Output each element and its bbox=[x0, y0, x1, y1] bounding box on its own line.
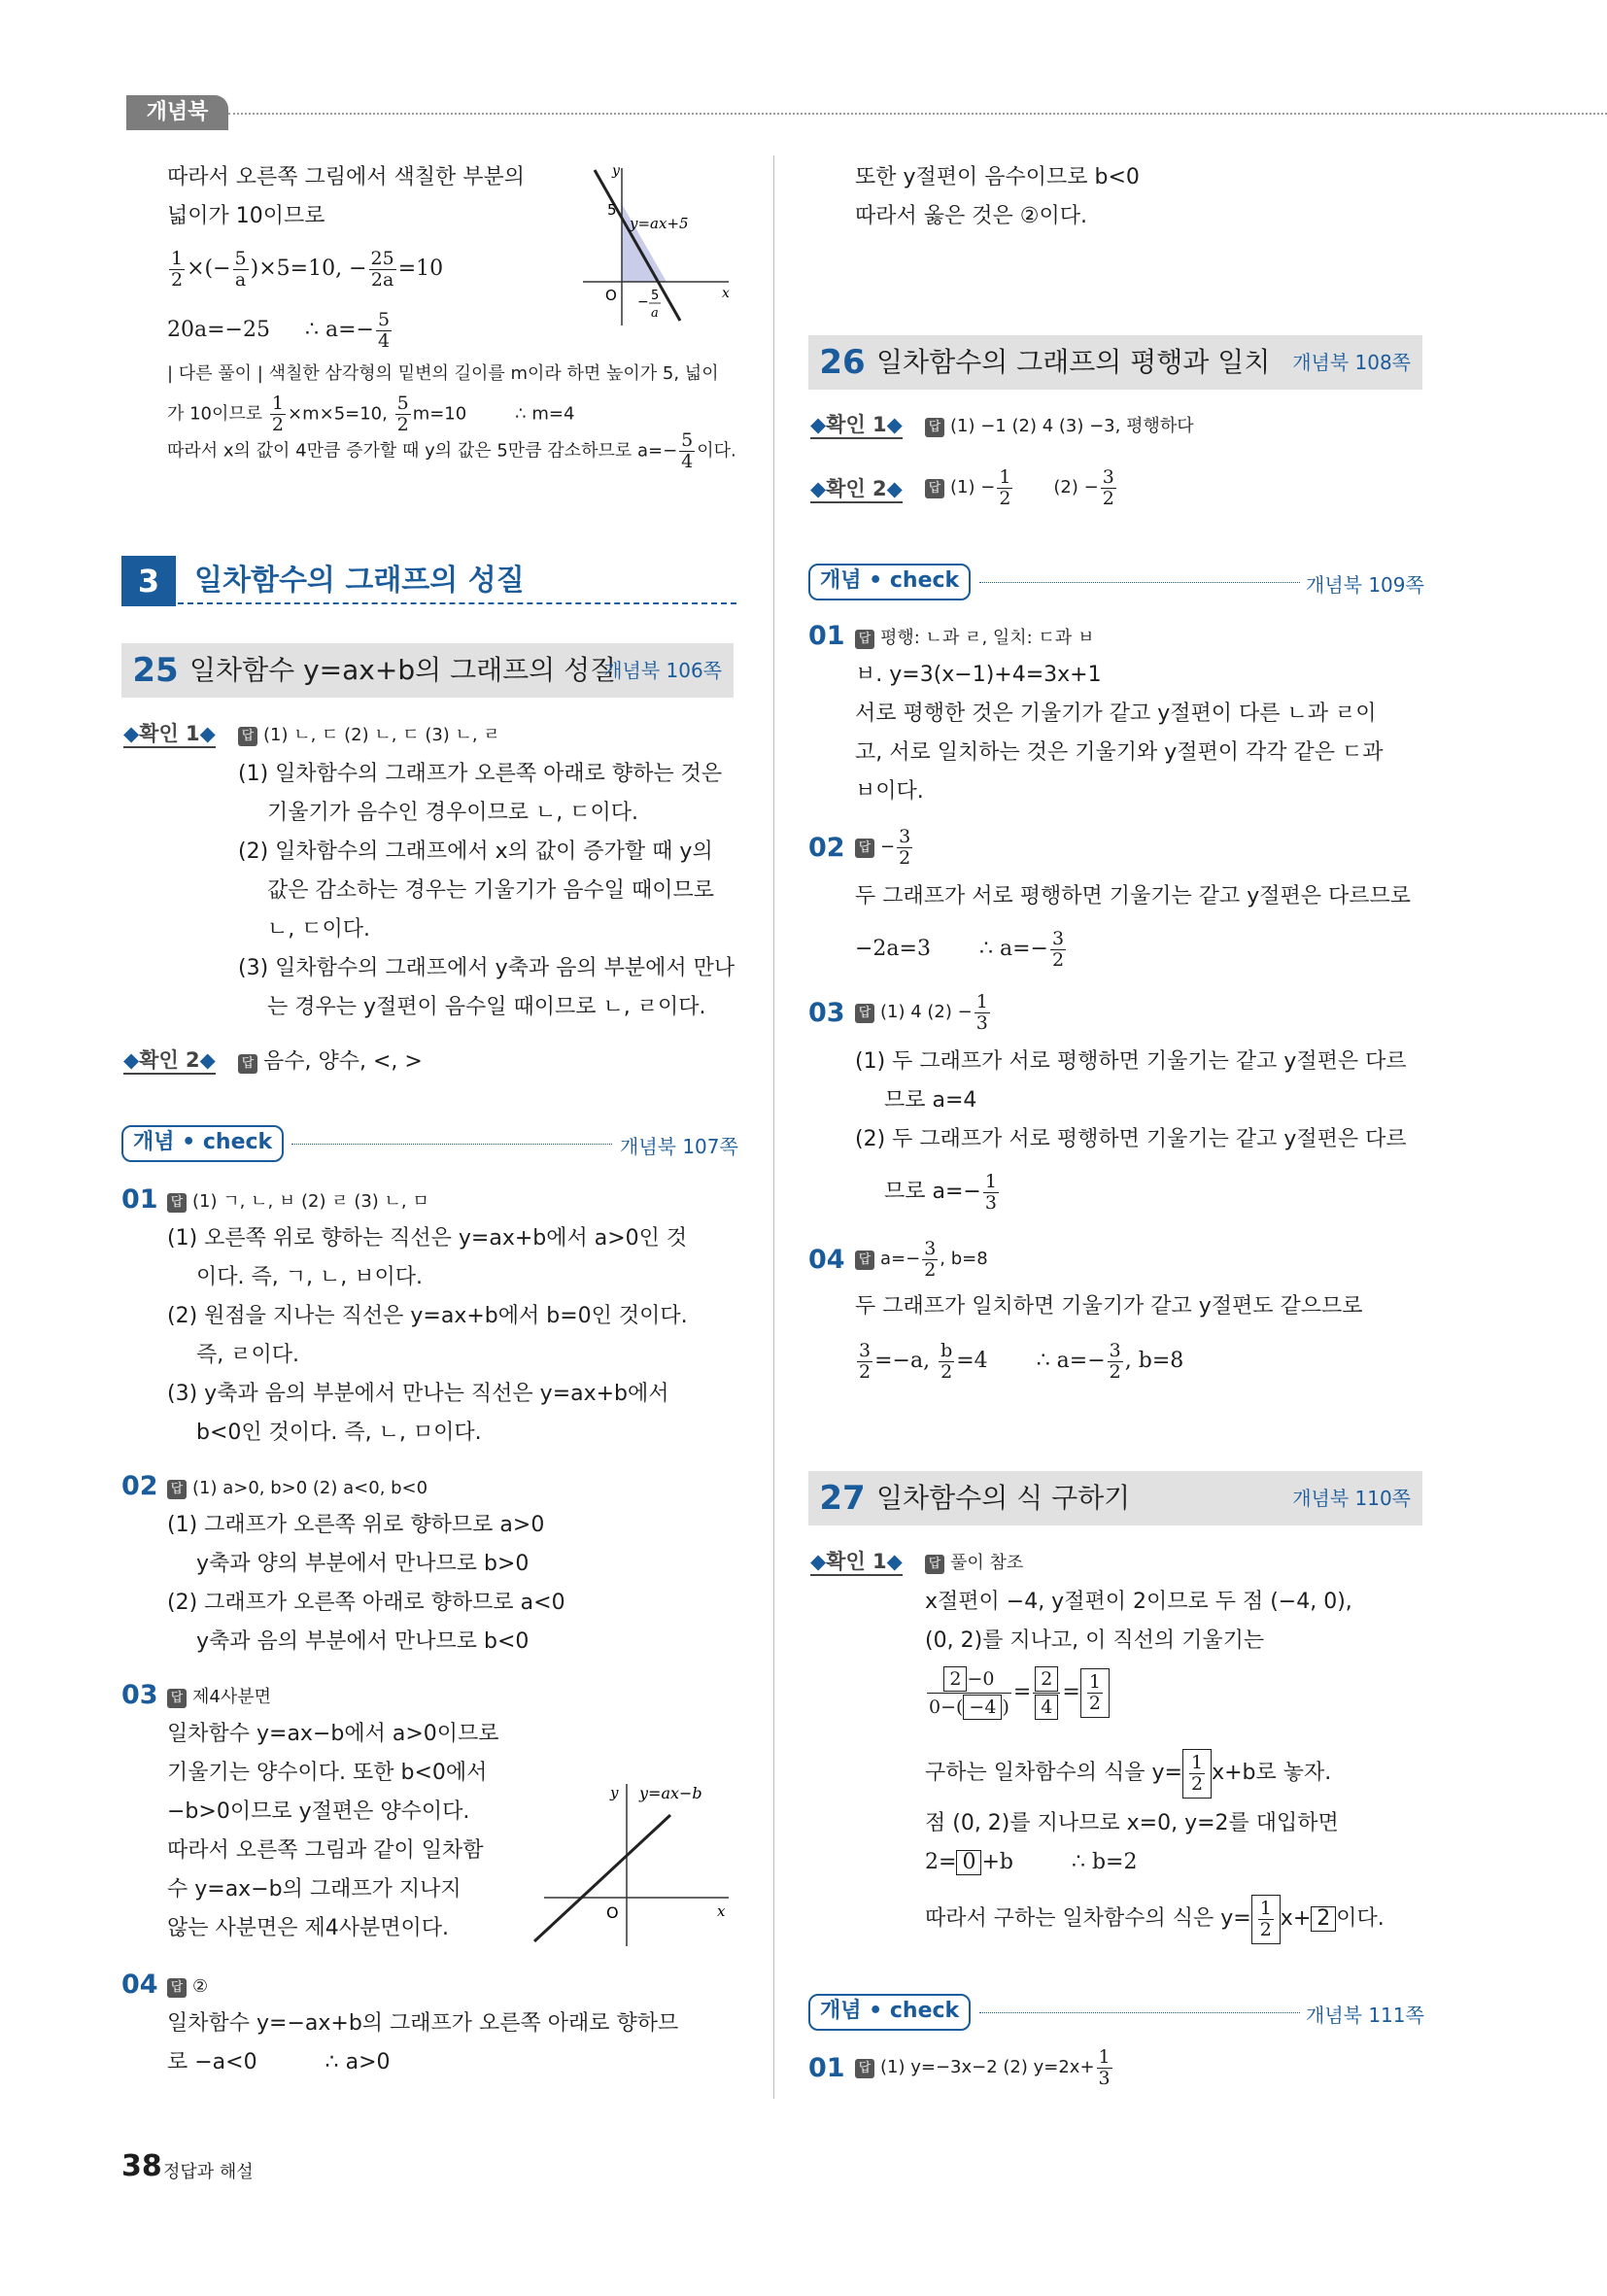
problem-number: 02 bbox=[808, 833, 845, 863]
r-p04-line-1: 두 그래프가 일치하면 기울기가 같고 y절편도 같으므로 bbox=[855, 1294, 1363, 1319]
p04-line-2: 로 −a<0 ∴ a>0 bbox=[167, 2050, 391, 2074]
answer-tag-icon: 답 bbox=[167, 1978, 187, 1998]
p01-line-5: (3) y축과 음의 부분에서 만나는 직선은 y=ax+b에서 bbox=[167, 1382, 669, 1406]
r-p02-line-2: −2a=3 ∴ a=− $\frac{3}{2}$ bbox=[855, 927, 1065, 971]
problem-03-answer: 답 (1) 4 (2) − $\frac{1}{3}$ bbox=[855, 991, 992, 1034]
c3-line-6: 따라서 구하는 일차함수의 식은 y= $\frac{1}{2}$ x+ 2 이다. bbox=[925, 1890, 1385, 1948]
section-25-header bbox=[121, 643, 734, 698]
r-p03-line-1: (1) 두 그래프가 서로 평행하면 기울기는 같고 y절편은 다르 bbox=[855, 1049, 1407, 1074]
r-p04-line-2: $\frac{3}{2}$ =−a, $\frac{b}{2}$ =4 ∴ a=− $\frac{3}{2}$ , b=8 bbox=[859, 1339, 1184, 1383]
intro-equation-2: 20a=−25 ∴ a=− $\frac{5}{4}$ bbox=[167, 308, 391, 352]
concept-check-ref: 개념북 111쪽 bbox=[1306, 2004, 1424, 2027]
section-number: 26 bbox=[819, 343, 866, 382]
p02-line-4: y축과 음의 부분에서 만나므로 b<0 bbox=[196, 1629, 530, 1654]
page-tab: 개념북 bbox=[126, 95, 228, 130]
concept-check-ref: 개념북 109쪽 bbox=[1306, 573, 1424, 597]
intro-line-1: 따라서 오른쪽 그림에서 색칠한 부분의 bbox=[167, 165, 526, 189]
c3-line-5: 2= 0 +b ∴ b=2 bbox=[925, 1850, 1138, 1874]
concept-check-ref: 개념북 107쪽 bbox=[620, 1135, 738, 1158]
answer-tag-icon: 답 bbox=[855, 839, 874, 858]
section-title: 일차함수의 식 구하기 bbox=[876, 1482, 1131, 1514]
alt-solution-line-3: 따라서 x의 값이 4만큼 증가할 때 y의 값은 5만큼 감소하므로 a=− $\frac{5}{4}$ 이다. bbox=[167, 429, 736, 472]
problem-02-answer: 답 (1) a>0, b>0 (2) a<0, b<0 bbox=[167, 1474, 427, 1503]
confirm-1-answer: 답 풀이 참조 bbox=[925, 1549, 1023, 1578]
p01-line-6: b<0인 것이다. 즉, ㄴ, ㅁ이다. bbox=[196, 1421, 482, 1445]
y-tick-5: 5 bbox=[607, 201, 617, 219]
p03-line-2: 기울기는 양수이다. 또한 b<0에서 bbox=[167, 1761, 488, 1785]
confirm-1-label: ◆확인 1◆ bbox=[810, 1549, 903, 1576]
problem-number: 01 bbox=[808, 2053, 845, 2083]
check-dotted-line bbox=[979, 2012, 1300, 2013]
p02-line-1: (1) 그래프가 오른쪽 위로 향하므로 a>0 bbox=[167, 1513, 545, 1537]
x-tick-numerator: 5 bbox=[651, 289, 660, 303]
p02-line-2: y축과 양의 부분에서 만나므로 b>0 bbox=[196, 1552, 530, 1576]
answer-tag-icon: 답 bbox=[855, 630, 874, 649]
origin-label: O bbox=[606, 1903, 619, 1922]
problem-04-answer: 답 ② bbox=[167, 1972, 208, 2002]
r-p01-line-4: ㅂ이다. bbox=[855, 779, 924, 804]
right-top-line-1: 또한 y절편이 음수이므로 b<0 bbox=[855, 165, 1140, 189]
c3-line-3: 구하는 일차함수의 식을 y= $\frac{1}{2}$ x+b로 놓자. bbox=[925, 1744, 1331, 1802]
c3-line-1: x절편이 −4, y절편이 2이므로 두 점 (−4, 0), bbox=[925, 1590, 1352, 1614]
line-label: y=ax+5 bbox=[630, 215, 689, 232]
p02-line-3: (2) 그래프가 오른쪽 아래로 향하므로 a<0 bbox=[167, 1591, 565, 1615]
concept-check-label: 개념 • check bbox=[808, 564, 971, 600]
check-dotted-line bbox=[291, 1144, 612, 1145]
p03-line-5: 수 y=ax−b의 그래프가 지나지 bbox=[167, 1877, 462, 1902]
x-axis-label: x bbox=[722, 286, 730, 301]
r-p02-line-1: 두 그래프가 서로 평행하면 기울기는 같고 y절편은 다르므로 bbox=[855, 884, 1412, 908]
section-number: 27 bbox=[819, 1479, 866, 1518]
problem-number: 01 bbox=[121, 1184, 158, 1215]
confirm-2-label: ◆확인 2◆ bbox=[123, 1047, 216, 1075]
answer-tag-icon: 답 bbox=[855, 1004, 874, 1023]
section-number: 25 bbox=[132, 651, 179, 690]
problem-03-answer: 답 제4사분면 bbox=[167, 1683, 271, 1712]
alt-solution-line-2: 가 10이므로 $\frac{1}{2}$ ×m×5=10, $\frac{5}{2}$ m=10 ∴ m=4 bbox=[167, 393, 575, 435]
answer-tag-icon: 답 bbox=[925, 1555, 944, 1574]
answer-tag-icon: 답 bbox=[925, 418, 944, 437]
origin-label: O bbox=[605, 287, 617, 304]
intro-equation-1: $\frac{1}{2}$ ×(− $\frac{5}{a}$ )×5=10, − $\frac{25}{2a}$ =10 bbox=[171, 247, 444, 291]
problem-04-answer: 답 a=− $\frac{3}{2}$ , b=8 bbox=[855, 1238, 988, 1281]
confirm-1-label: ◆확인 1◆ bbox=[123, 721, 216, 748]
answer-tag-icon: 답 bbox=[855, 2059, 874, 2078]
line-label: y=ax−b bbox=[639, 1784, 702, 1802]
right-top-line-2: 따라서 옳은 것은 ②이다. bbox=[855, 204, 1087, 228]
answer-tag-icon: 답 bbox=[925, 479, 944, 498]
graph-y-ax-minus-b bbox=[525, 1776, 738, 1951]
check-dotted-line bbox=[979, 582, 1300, 583]
concept-check-label: 개념 • check bbox=[121, 1125, 284, 1162]
r-p03-line-2: 므로 a=4 bbox=[884, 1088, 977, 1113]
y-axis-label: y bbox=[612, 163, 620, 179]
r-p01-line-1: ㅂ. y=3(x−1)+4=3x+1 bbox=[855, 663, 1102, 687]
p03-line-4: 따라서 오른쪽 그림과 같이 일차함 bbox=[167, 1838, 484, 1863]
c3-line-4: 점 (0, 2)를 지나므로 x=0, y=2를 대입하면 bbox=[925, 1811, 1339, 1835]
alt-solution-line-1: | 다른 풀이 | 색칠한 삼각형의 밑변의 길이를 m이라 하면 높이가 5, 넓이 bbox=[167, 363, 719, 384]
problem-01-answer: 답 평행: ㄴ과 ㄹ, 일치: ㄷ과 ㅂ bbox=[855, 624, 1094, 653]
problem-01b-answer: 답 (1) y=−3x−2 (2) y=2x+ $\frac{1}{3}$ bbox=[855, 2046, 1114, 2089]
confirm-1-label: ◆확인 1◆ bbox=[810, 412, 903, 439]
chapter-underline bbox=[178, 602, 736, 604]
r-p01-line-3: 고, 서로 일치하는 것은 기울기와 y절편이 각각 같은 ㄷ과 bbox=[855, 740, 1384, 765]
problem-number: 04 bbox=[808, 1245, 845, 1275]
footer-label: 정답과 해설 bbox=[163, 2162, 254, 2182]
confirm-2-answer: 답 (1) − $\frac{1}{2}$ (2) − $\frac{3}{2}$ bbox=[925, 466, 1118, 509]
y-axis-label: y bbox=[610, 1784, 619, 1801]
c3-slope-formula: $\frac{2 -0}{0-( -4 )}$ = $\frac{2}{4}$ = $\frac{1}{2}$ bbox=[925, 1663, 1110, 1722]
confirm-1-exp-1b: 기울기가 음수인 경우이므로 ㄴ, ㄷ이다. bbox=[267, 801, 638, 825]
graph-line bbox=[534, 1815, 670, 1941]
problem-number: 04 bbox=[121, 1970, 158, 2000]
problem-02-answer: 답 − $\frac{3}{2}$ bbox=[855, 826, 914, 869]
p01-line-1: (1) 오른쪽 위로 향하는 직선은 y=ax+b에서 a>0인 것 bbox=[167, 1226, 688, 1251]
section-ref: 개념북 106쪽 bbox=[603, 659, 722, 682]
p03-line-3: −b>0이므로 y절편은 양수이다. bbox=[167, 1799, 470, 1824]
confirm-2-label: ◆확인 2◆ bbox=[810, 476, 903, 503]
confirm-1-exp-2b: 값은 감소하는 경우는 기울기가 음수일 때이므로 bbox=[267, 878, 715, 903]
intro-line-2: 넓이가 10이므로 bbox=[167, 204, 325, 228]
problem-01-answer: 답 (1) ㄱ, ㄴ, ㅂ (2) ㄹ (3) ㄴ, ㅁ bbox=[167, 1187, 429, 1217]
confirm-1-exp-1a: (1) 일차함수의 그래프가 오른쪽 아래로 향하는 것은 bbox=[238, 762, 723, 786]
answer-tag-icon: 답 bbox=[167, 1193, 187, 1213]
page-number: 38 bbox=[121, 2149, 162, 2183]
confirm-1-exp-2a: (2) 일차함수의 그래프에서 x의 값이 증가할 때 y의 bbox=[238, 840, 713, 864]
chapter-number: 3 bbox=[121, 556, 176, 606]
confirm-1-exp-2c: ㄴ, ㄷ이다. bbox=[267, 917, 370, 942]
x-tick-denominator: a bbox=[651, 306, 659, 321]
confirm-1-exp-3a: (3) 일차함수의 그래프에서 y축과 음의 부분에서 만나 bbox=[238, 956, 735, 980]
x-axis-label: x bbox=[717, 1902, 726, 1920]
r-p03-line-3: (2) 두 그래프가 서로 평행하면 기울기는 같고 y절편은 다르 bbox=[855, 1127, 1407, 1151]
problem-number: 03 bbox=[808, 998, 845, 1028]
section-title: 일차함수 y=ax+b의 그래프의 성질 bbox=[189, 654, 617, 686]
confirm-1-exp-3b: 는 경우는 y절편이 음수일 때이므로 ㄴ, ㄹ이다. bbox=[267, 995, 706, 1019]
section-ref: 개념북 108쪽 bbox=[1292, 351, 1411, 374]
top-divider bbox=[228, 113, 1607, 115]
p03-line-6: 않는 사분면은 제4사분면이다. bbox=[167, 1916, 450, 1940]
confirm-1-answer: 답 (1) −1 (2) 4 (3) −3, 평행하다 bbox=[925, 412, 1194, 441]
confirm-2-answer: 답 음수, 양수, <, > bbox=[238, 1047, 423, 1077]
section-ref: 개념북 110쪽 bbox=[1292, 1487, 1411, 1510]
problem-number: 01 bbox=[808, 621, 845, 651]
problem-number: 03 bbox=[121, 1680, 158, 1710]
p03-line-1: 일차함수 y=ax−b에서 a>0이므로 bbox=[167, 1722, 499, 1746]
p01-line-2: 이다. 즉, ㄱ, ㄴ, ㅂ이다. bbox=[196, 1265, 423, 1289]
confirm-1-answer: 답 (1) ㄴ, ㄷ (2) ㄴ, ㄷ (3) ㄴ, ㄹ bbox=[238, 721, 500, 750]
section-title: 일차함수의 그래프의 평행과 일치 bbox=[876, 346, 1271, 378]
r-p01-line-2: 서로 평행한 것은 기울기가 같고 y절편이 다른 ㄴ과 ㄹ이 bbox=[855, 702, 1377, 726]
answer-tag-icon: 답 bbox=[167, 1689, 187, 1708]
chapter-title: 일차함수의 그래프의 성질 bbox=[194, 564, 525, 598]
answer-tag-icon: 답 bbox=[238, 727, 257, 746]
x-tick-sign: − bbox=[637, 294, 649, 310]
section-26-header bbox=[808, 335, 1422, 390]
answer-tag-icon: 답 bbox=[238, 1054, 257, 1074]
r-p03-line-4: 므로 a=− $\frac{1}{3}$ bbox=[884, 1170, 997, 1214]
p01-line-4: 즉, ㄹ이다. bbox=[196, 1343, 299, 1367]
problem-number: 02 bbox=[121, 1471, 158, 1501]
column-divider bbox=[773, 155, 774, 2099]
graph-y-ax-plus-5 bbox=[573, 160, 738, 330]
p01-line-3: (2) 원점을 지나는 직선은 y=ax+b에서 b=0인 것이다. bbox=[167, 1304, 688, 1328]
section-27-header bbox=[808, 1471, 1422, 1525]
p04-line-1: 일차함수 y=−ax+b의 그래프가 오른쪽 아래로 향하므 bbox=[167, 2011, 679, 2036]
concept-check-label: 개념 • check bbox=[808, 1994, 971, 2031]
c3-line-2: (0, 2)를 지나고, 이 직선의 기울기는 bbox=[925, 1628, 1265, 1653]
answer-tag-icon: 답 bbox=[855, 1251, 874, 1270]
answer-tag-icon: 답 bbox=[167, 1480, 187, 1499]
